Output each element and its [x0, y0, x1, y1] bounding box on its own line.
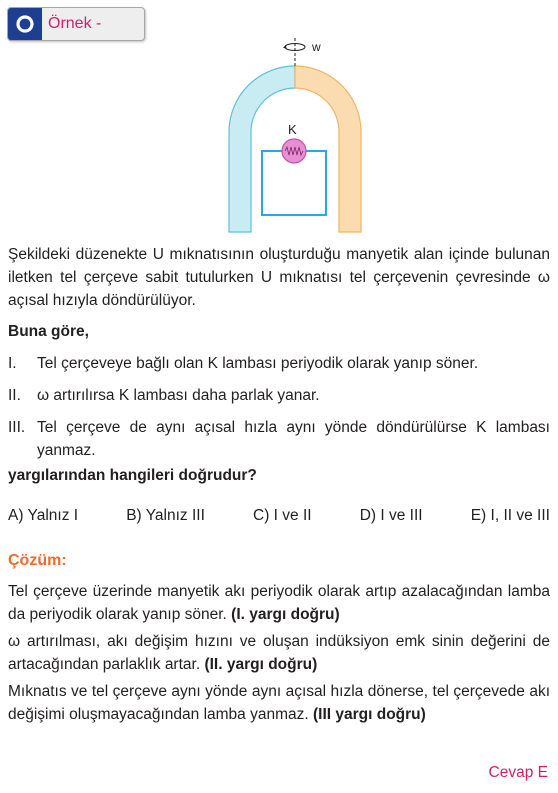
example-badge: [7, 7, 145, 41]
solution-body: [8, 580, 550, 726]
option-b[interactable]: B) Yalnız III: [126, 507, 205, 524]
option-e[interactable]: E) I, II ve III: [470, 507, 550, 524]
option-c[interactable]: C) I ve II: [253, 507, 312, 524]
question-prompt: yargılarından hangileri doğrudur?: [8, 467, 257, 484]
question-intro: [8, 243, 550, 312]
statement-2: [8, 384, 550, 407]
answer-options: [8, 507, 550, 525]
statement-3: [8, 416, 550, 462]
statement-number: III.: [8, 419, 26, 436]
statement-text: Tel çerçeveye bağlı olan K lambası periyodik olarak yanıp söner.: [37, 355, 479, 372]
statement-text: ω artırılırsa K lambası daha parlak yanar.: [37, 387, 320, 404]
statement-list: [8, 352, 550, 462]
badge-label: Örnek -: [48, 15, 102, 32]
omega-label: w: [312, 40, 321, 54]
statement-1: [8, 352, 550, 375]
answer-label: Cevap E: [488, 764, 548, 781]
solution-title: Çözüm:: [8, 552, 67, 569]
option-d[interactable]: D) I ve III: [359, 507, 423, 524]
question-lead: Buna göre,: [8, 323, 89, 340]
verdict-1: (I. yargı doğru): [231, 606, 340, 623]
verdict-2: (II. yargı doğru): [204, 656, 318, 673]
statement-number: II.: [8, 387, 21, 404]
solution-paragraph-2: [8, 630, 550, 676]
statement-text: Tel çerçeve de aynı açısal hızla aynı yönde döndürülürse K lambası yanmaz.: [37, 419, 550, 459]
solution-paragraph-1: [8, 580, 550, 626]
solution-text: Mıknatıs ve tel çerçeve aynı yönde aynı açısal hızla dönerse, tel çerçevede akı değişimi oluşmayacağından lamba yanmaz.: [8, 683, 550, 723]
option-a[interactable]: A) Yalnız I: [8, 507, 79, 524]
question-text: Şekildeki düzenekte U mıknatısının oluşturduğu manyetik alan içinde bulunan iletken tel çerçeve sabit tutulurken U mıknatısı tel çerçevenin çevresinde ω açısal hızıyla döndürülüyor.: [8, 246, 550, 309]
statement-number: I.: [8, 355, 17, 372]
solution-text: ω artırılması, akı değişim hızını ve oluşan indüksiyon emk sinin değerini de artacağından parlaklık artar.: [8, 633, 550, 673]
solution-paragraph-3: [8, 680, 550, 726]
ring-icon: [8, 8, 42, 40]
verdict-3: (III yargı doğru): [313, 706, 426, 723]
lamp-label: K: [288, 122, 297, 137]
magnet-figure: [222, 36, 368, 236]
solution-text: Tel çerçeve üzerinde manyetik akı periyodik olarak artıp azalacağından lamba da periyodik olarak yanıp söner.: [8, 583, 550, 623]
